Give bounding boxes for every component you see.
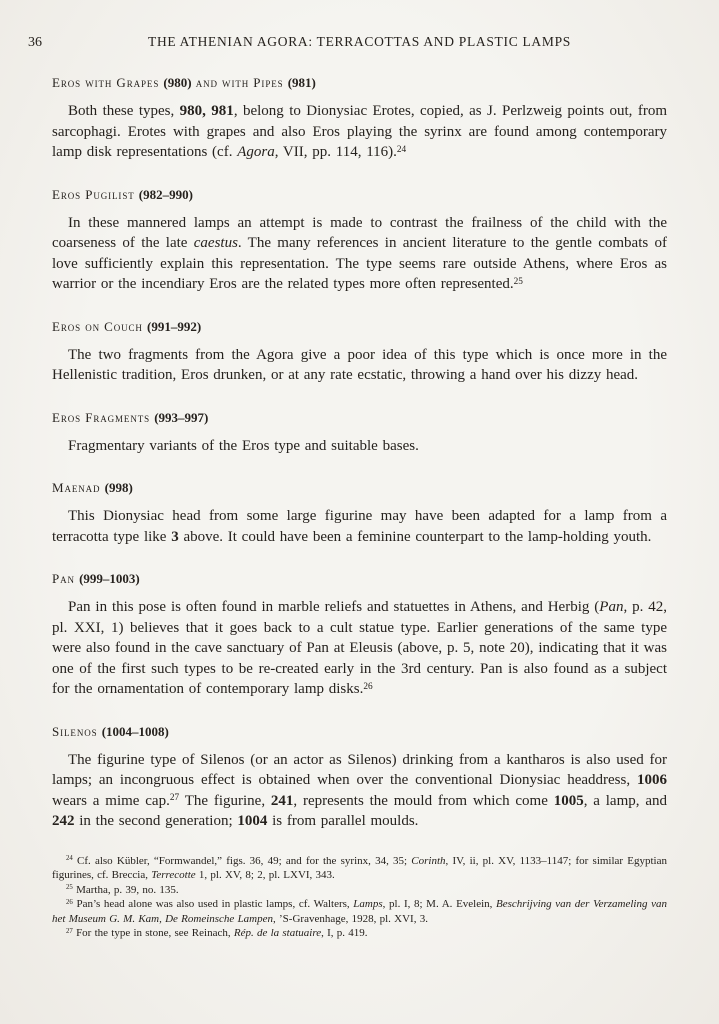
footnote-reference: 24 xyxy=(66,855,73,863)
text-run: Silenos xyxy=(52,723,102,739)
section-heading xyxy=(52,724,667,739)
footnote-reference: 27 xyxy=(169,793,180,804)
text-run: and with Pipes xyxy=(191,75,288,90)
text-run: 1005 xyxy=(553,792,584,809)
section-heading xyxy=(52,319,667,334)
text-run: Maenad xyxy=(52,480,105,495)
body-paragraph xyxy=(52,597,667,700)
text-run: , a lamp, and xyxy=(583,792,667,809)
text-run: 1004 xyxy=(237,813,268,829)
body-paragraph xyxy=(52,345,667,386)
text-run: (1004–1008) xyxy=(101,723,169,739)
text-run: 980, 981 xyxy=(179,103,234,119)
text-run: (981) xyxy=(287,75,316,90)
footnote-reference: 26 xyxy=(363,681,373,692)
text-run: Pan xyxy=(52,571,80,586)
text-run: (998) xyxy=(104,480,133,495)
text-run: Corinth xyxy=(411,854,446,867)
text-run: , belong to Dionysiac Erotes, copied, as J. Perlzweig points out, from sarcophagi. Erotes with grapes and also Eros playing the syrinx are found among contemporary lamp disk representations (cf. xyxy=(52,103,668,160)
text-run: 1, pl. XV, 8; 2, pl. LXVI, 343. xyxy=(195,869,335,881)
footnote-reference: 25 xyxy=(513,276,523,287)
text-run: , I, p. 419. xyxy=(321,927,368,939)
text-run: The figurine, xyxy=(179,792,271,809)
text-run: 1006 xyxy=(637,772,667,788)
section-heading xyxy=(52,187,667,202)
text-run: 241 xyxy=(270,792,294,809)
footnote-reference: 26 xyxy=(66,898,73,906)
text-run: The two fragments from the Agora give a poor idea of this type which is once more in the Hellenistic tradition, Eros drunken, or at any rate ecstatic, throwing a hand over his dizzy head. xyxy=(52,346,667,383)
text-run: in the second generation; xyxy=(74,813,238,829)
section-heading xyxy=(52,75,667,90)
text-run: Beschrijving van der Verzameling van het Museum G. M. Kam, De Romeinsche Lampen xyxy=(52,898,667,925)
text-run: Pan xyxy=(599,599,624,615)
text-run: Eros with Grapes xyxy=(52,75,164,90)
page-content xyxy=(52,75,667,832)
text-run: , pl. I, 8; M. A. Evelein, xyxy=(382,898,497,910)
text-section xyxy=(52,319,667,386)
text-run: (999–1003) xyxy=(79,571,140,586)
text-run: (993–997) xyxy=(154,409,209,425)
text-run: 3 xyxy=(171,528,179,545)
text-run: Eros Pugilist xyxy=(52,186,139,202)
footnotes xyxy=(52,854,667,941)
text-run: above. It could have been a feminine counterpart to the lamp-holding youth. xyxy=(178,528,652,545)
section-heading xyxy=(52,571,667,586)
text-run: Martha, p. 39, no. 135. xyxy=(72,883,179,896)
text-run: Lamps xyxy=(353,898,383,910)
body-paragraph xyxy=(52,436,667,457)
footnote-reference: 24 xyxy=(396,144,407,155)
text-run: Pan in this pose is often found in marble reliefs and statuettes in Athens, and Herbig ( xyxy=(68,599,600,615)
text-run: , IV, ii, pl. XV, 1133–1147; for similar Egyptian figurines, cf. Breccia, xyxy=(52,854,667,881)
footnote xyxy=(52,854,667,883)
page-header xyxy=(28,34,667,51)
text-run: For the type in stone, see Reinach, xyxy=(72,927,234,939)
text-run: caestus xyxy=(193,235,238,251)
footnote xyxy=(52,926,667,941)
text-run: Eros Fragments xyxy=(52,409,155,425)
text-section xyxy=(52,724,667,832)
text-run: , p. 42, pl. XXI, 1) believes that it goes back to a cult statue type. Earlier generations of the same type were also found in the cave sanctuary of Pan at Eleusis (above, p. 5, note 20), indicating that it was one of the first such types to be re-created early in the 3rd century. Pan is also found as a subject for the ornamentation of contemporary lamp disks. xyxy=(52,599,668,697)
section-heading xyxy=(52,410,667,425)
section-heading xyxy=(52,480,667,495)
footnote xyxy=(52,897,667,926)
text-run: Eros on Couch xyxy=(52,318,147,334)
text-run: Cf. also Kübler, “Formwandel,” figs. 36, 49; and for the syrinx, 34, 35; xyxy=(72,854,412,867)
footnote-reference: 27 xyxy=(66,927,73,935)
page-number: 36 xyxy=(28,35,42,50)
text-run: This Dionysiac head from some large figurine may have been adapted for a lamp from a terracotta type like xyxy=(52,508,667,545)
text-section xyxy=(52,480,667,547)
text-section xyxy=(52,410,667,457)
text-run: is from parallel moulds. xyxy=(267,813,419,829)
text-run: , VII, pp. 114, 116). xyxy=(274,144,397,160)
text-run: wears a mime cap. xyxy=(52,792,170,809)
text-run: , ’S-Gravenhage, 1928, pl. XVI, 3. xyxy=(273,912,428,925)
footnote xyxy=(52,883,667,898)
text-run: Agora xyxy=(237,144,275,160)
running-title: THE ATHENIAN AGORA: TERRACOTTAS AND PLASTIC LAMPS xyxy=(148,34,571,49)
body-paragraph xyxy=(52,506,667,547)
body-paragraph xyxy=(52,101,667,163)
text-run: (982–990) xyxy=(138,186,193,202)
text-run: Both these types, xyxy=(68,103,180,119)
text-section xyxy=(52,571,667,700)
text-run: (980) xyxy=(163,75,192,90)
text-run: Fragmentary variants of the Eros type and suitable bases. xyxy=(68,437,419,454)
footnote-reference: 25 xyxy=(66,884,73,892)
body-paragraph xyxy=(52,213,667,295)
text-run: In these mannered lamps an attempt is made to contrast the frailness of the child with the coarseness of the late xyxy=(52,214,667,251)
text-run: Pan’s head alone was also used in plastic lamps, cf. Walters, xyxy=(72,898,354,910)
text-section xyxy=(52,75,667,163)
text-run: , represents the mould from which come xyxy=(293,792,554,809)
text-run: 242 xyxy=(52,813,75,829)
text-run: (991–992) xyxy=(146,318,202,334)
text-run: . The many references in ancient literature to the gentle combats of love sufficiently explain this representation. The type seems rare outside Athens, where Eros as warrior or the incendiary Eros are the related types more often represented. xyxy=(52,235,667,292)
text-run: Rép. de la statuaire xyxy=(233,927,322,939)
text-run: Terrecotte xyxy=(151,869,196,881)
body-paragraph xyxy=(52,750,667,832)
text-section xyxy=(52,187,667,295)
text-run: The figurine type of Silenos (or an actor as Silenos) drinking from a kantharos is also used for lamps; an incongruous effect is obtained when over the conventional Dionysiac headdress, xyxy=(52,751,667,788)
